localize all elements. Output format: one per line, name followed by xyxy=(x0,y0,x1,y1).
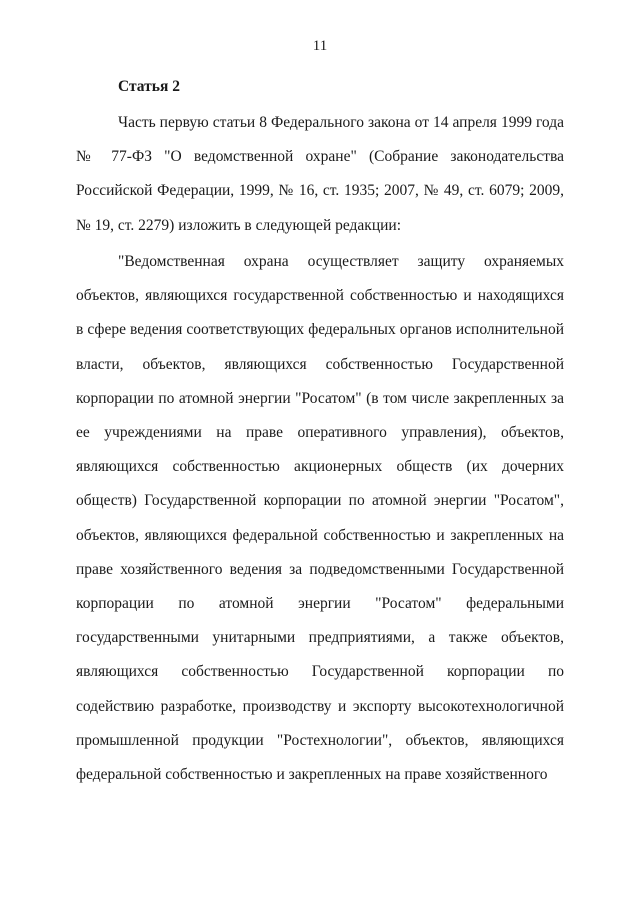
page-number: 11 xyxy=(312,38,328,54)
article-title: Статья 2 xyxy=(118,78,180,95)
article-paragraph-1: Часть первую статьи 8 Федерального закона от 14 апреля 1999 года № 77-ФЗ "О ведомственной охране" (Собрание законодательства Российской Федерации, 1999, № 16, ст. 1935; 2007, № 49, ст. 6079; 2009, № 19, ст. 2279) изложить в следующей редакции: xyxy=(76,114,564,234)
article-paragraph-2: "Ведомственная охрана осуществляет защиту охраняемых объектов, являющихся государственной собственностью и находящихся в сфере ведения соответствующих федеральных органов исполнительной власти, объектов, являющихся собственностью Государственной корпорации по атомной энергии "Росатом" (в том числе закрепленных за ее учреждениями на праве оперативного управления), объектов, являющихся собственностью акционерных обществ (их дочерних обществ) Государственной корпорации по атомной энергии "Росатом", объектов, являющихся федеральной собственностью и закрепленных на праве хозяйственного ведения за подведомственными Государственной корпорации по атомной энергии "Росатом" федеральными государственными унитарными предприятиями, а также объектов, являющихся собственностью Государственной корпорации по содействию разработке, производству и экспорту высокотехнологичной промышленной продукции "Ростехнологии", объектов, являющихся федеральной собственностью и закрепленных на праве хозяйственного xyxy=(76,253,564,784)
